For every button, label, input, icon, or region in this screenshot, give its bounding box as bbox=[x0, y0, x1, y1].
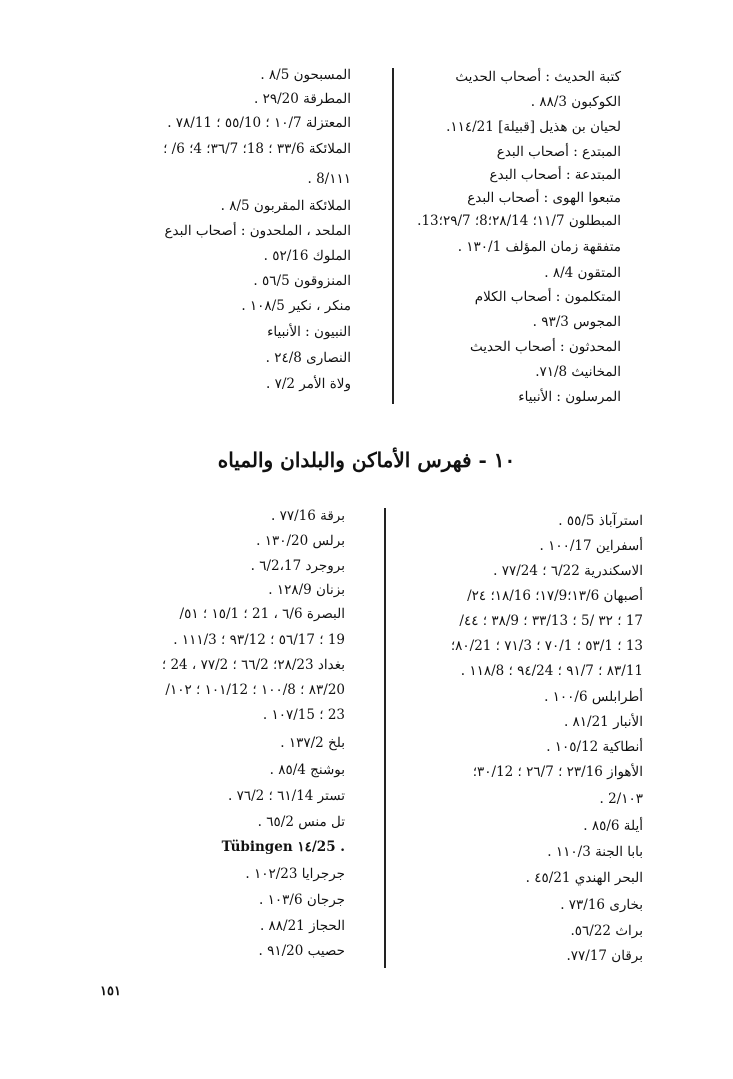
index-entry: المبتدع : أصحاب البدع bbox=[496, 144, 621, 160]
index-entry: الملائكة ٣٣/6 ؛ 18؛ ٣٦/7؛ 4؛ 6/ ؛ bbox=[163, 141, 351, 157]
index-entry: برقان ٧٧/17. bbox=[566, 948, 643, 964]
index-entry: متفقهة زمان المؤلف ١٣٠/1 . bbox=[457, 239, 621, 255]
index-entry: براث ٥٦/22. bbox=[570, 923, 643, 939]
index-entry: الاسكندرية ٦/22 ؛ ٧٧/24 . bbox=[493, 563, 643, 579]
index-entry: النصارى ٢٤/8 . bbox=[265, 350, 351, 366]
index-entry: المسبحون ٨/5 . bbox=[260, 67, 351, 83]
index-entry: المتقون ٨/4 . bbox=[544, 265, 621, 281]
page-number: ١٥١ bbox=[100, 984, 121, 999]
index-entry: أنطاكية ١٠٥/12 . bbox=[546, 739, 643, 755]
index-entry: المرسلون : الأنبياء bbox=[518, 389, 621, 405]
index-entry-continued: 11/٨٣ ؛ ٩١/7 ؛ ٩٤/24 ؛ ١١٨/8 . bbox=[460, 663, 643, 679]
index-entry: استرآباذ ٥٥/5 . bbox=[558, 513, 643, 529]
index-entry: الكوكبون ٨٨/3 . bbox=[530, 94, 621, 110]
index-entry: المجوس ٩٣/3 . bbox=[532, 314, 621, 330]
index-entry: Tübingen ١٤/25 . bbox=[221, 839, 345, 855]
index-entry: بروجرد ٦/2،17 . bbox=[250, 558, 345, 574]
index-entry: الملحد ، الملحدون : أصحاب البدع bbox=[164, 223, 351, 239]
index-entry: بابا الجنة ١١٠/3 . bbox=[547, 844, 643, 860]
index-entry: بلخ ١٣٧/2 . bbox=[280, 735, 345, 751]
index-entry: أسفراين ١٠٠/17 . bbox=[539, 538, 643, 554]
index-entry-continued: 20/٨٣ ؛ ١٠٠/8 ؛ ١٠١/12 ؛ ١٠٢/ bbox=[165, 682, 345, 698]
index-entry: المطرقة ٢٩/20 . bbox=[253, 91, 351, 107]
index-entry: تل منس ٦٥/2 . bbox=[257, 814, 345, 830]
index-entry-continued: 19 ؛ ٥٦/17 ؛ ٩٣/12 ؛ ١١١/3 . bbox=[173, 632, 345, 648]
section1-left-column bbox=[101, 64, 351, 414]
index-entry: جرجان ١٠٣/6 . bbox=[259, 892, 345, 908]
index-entry: المبطلون ١١/7؛ ٢٨/14؛8؛ ٢٩/7؛13. bbox=[417, 213, 621, 229]
index-entry: ولاة الأمر ٧/2 . bbox=[266, 376, 351, 392]
index-entry-continued: ١١١/8 . bbox=[307, 171, 351, 187]
index-entry: المحدثون : أصحاب الحديث bbox=[470, 339, 621, 355]
index-entry-continued: 17 ؛ ٣٢ /5 ؛ ٣٣/13 ؛ ٣٨/9 ؛ ٤٤/ bbox=[459, 613, 643, 629]
index-entry: بزنان ١٢٨/9 . bbox=[268, 582, 345, 598]
index-entry: متبعوا الهوى : أصحاب البدع bbox=[467, 190, 621, 206]
index-entry: البصرة ٦/6 ، 21 ؛ ١٥/1 ؛ ٥١/ bbox=[179, 606, 345, 622]
column-divider bbox=[384, 508, 386, 968]
index-entry: بخارى ٧٣/16 . bbox=[560, 897, 643, 913]
index-entry: جرجرايا ١٠٢/23 . bbox=[245, 866, 345, 882]
index-entry: النبيون : الأنبياء bbox=[267, 324, 351, 340]
index-entry: الحجاز ٨٨/21 . bbox=[259, 918, 345, 934]
column-divider bbox=[392, 68, 394, 404]
section2-left-column bbox=[45, 505, 345, 965]
index-entry: برلس ١٣٠/20 . bbox=[256, 533, 345, 549]
index-entry: المتكلمون : أصحاب الكلام bbox=[474, 289, 621, 305]
index-entry: المنزوقون ٥٦/5 . bbox=[253, 273, 351, 289]
index-entry: حصيب ٩١/20 . bbox=[258, 943, 345, 959]
index-entry: المعتزلة ١٠/7 ؛ ٥٥/10 ؛ ٧٨/11 . bbox=[167, 115, 351, 131]
index-entry-continued: 13 ؛ ٥٣/1 ؛ ٧٠/1 ؛ ٧١/3 ؛ ٨٠/21؛ bbox=[450, 638, 643, 654]
index-entry: بغداد ٢٨/23؛ ٦٦/2 ؛ ٧٧/2 ، 24 ؛ bbox=[161, 657, 345, 673]
index-entry: أصبهان ١٣/6؛١٧/9؛ ١٨/16؛ ٢٤/ bbox=[467, 588, 643, 604]
section2-right-column bbox=[343, 510, 643, 970]
index-entry: المبتدعة : أصحاب البدع bbox=[489, 167, 621, 183]
index-entry: المخانيث ٧١/8. bbox=[535, 364, 621, 380]
index-entry: أطرابلس ١٠٠/6 . bbox=[544, 689, 643, 705]
section1-right-column bbox=[381, 66, 621, 416]
index-entry: لحيان بن هذيل [قبيلة] ١١٤/21. bbox=[446, 119, 621, 135]
index-entry: الملوك ٥٢/16 . bbox=[263, 248, 351, 264]
index-entry: برقة ٧٧/16 . bbox=[270, 508, 345, 524]
index-entry-continued: ١٠٣/2 . bbox=[599, 791, 643, 807]
index-entry: كتبة الحديث : أصحاب الحديث bbox=[455, 69, 621, 85]
index-entry: تستر ٦١/14 ؛ ٧٦/2 . bbox=[228, 788, 345, 804]
index-entry-continued: 23 ؛ ١٠٧/15 . bbox=[262, 707, 345, 723]
index-entry: الملائكة المقربون ٨/5 . bbox=[220, 198, 351, 214]
index-entry: البحر الهندي ٤٥/21 . bbox=[525, 870, 643, 886]
index-entry: الأنبار ٨١/21 . bbox=[563, 714, 643, 730]
index-entry: الأهواز ٢٣/16 ؛ ٢٦/7 ؛ ٣٠/12؛ bbox=[472, 764, 643, 780]
index-entry: منكر ، نكير ١٠٨/5 . bbox=[241, 298, 351, 314]
index-entry: أيلة ٨٥/6 . bbox=[583, 818, 643, 834]
section-heading: ١٠ - فهرس الأماكن والبلدان والمياه bbox=[217, 448, 516, 472]
index-entry: بوشنج ٨٥/4 . bbox=[269, 762, 345, 778]
